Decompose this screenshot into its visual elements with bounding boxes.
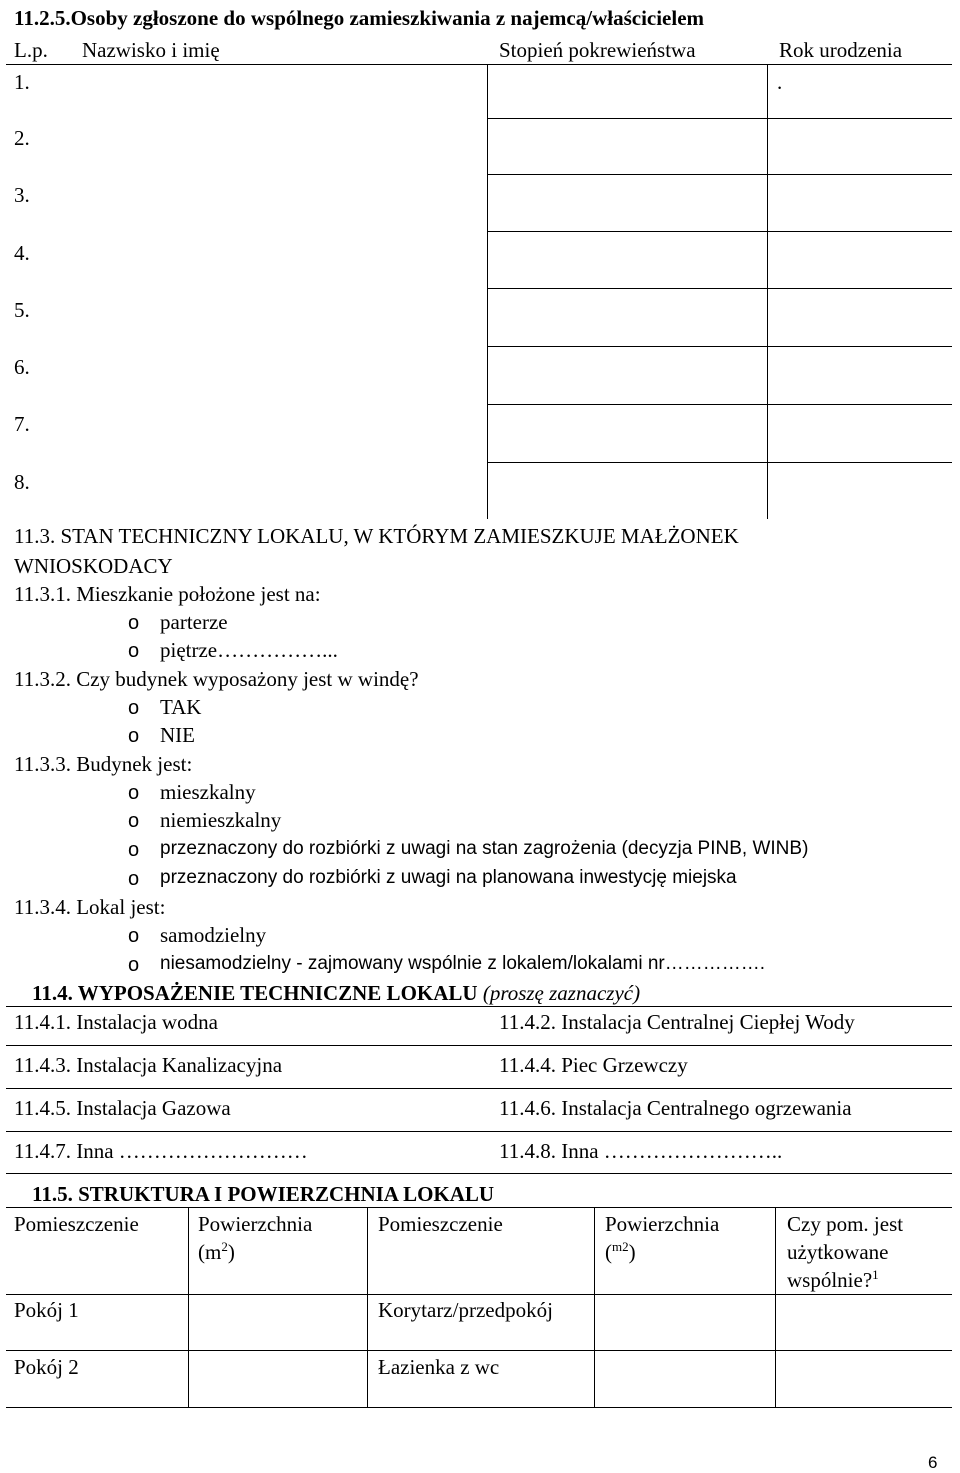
column-header-area-2: Powierzchnia	[605, 1212, 720, 1236]
column-header-room: Pomieszczenie	[14, 1212, 139, 1236]
table-rule	[6, 1045, 952, 1046]
column-header-area-unit-2	[605, 1239, 636, 1264]
table-cell-room: Pokój 2	[14, 1355, 79, 1379]
section-heading-note: (proszę zaznaczyć)	[482, 981, 641, 1005]
column-header-lp: L.p.	[14, 38, 48, 62]
table-rule	[487, 288, 952, 289]
table-row-number: 4.	[14, 241, 30, 265]
table-rule	[487, 404, 952, 405]
checkbox-bullet-icon[interactable]: o	[128, 810, 140, 832]
option-label: NIE	[160, 723, 195, 747]
section-heading-11-2-5: 11.2.5.Osoby zgłoszone do wspólnego zamieszkiwania z najemcą/właścicielem	[14, 6, 705, 30]
table-row-number: 2.	[14, 126, 30, 150]
area-unit-text: (	[605, 1240, 612, 1264]
equipment-item: 11.4.7. Inna ………………………	[14, 1139, 308, 1163]
table-column-divider	[188, 1207, 189, 1407]
option-label: mieszkalny	[160, 780, 256, 804]
column-header-area: Powierzchnia	[198, 1212, 313, 1236]
option-label: przeznaczony do rozbiórki z uwagi na stan zagrożenia (decyzja PINB, WINB)	[160, 838, 809, 859]
table-row-number: 1.	[14, 70, 30, 94]
area-unit-close: )	[227, 1240, 235, 1264]
checkbox-bullet-icon[interactable]: o	[128, 868, 140, 890]
option-label: niemieszkalny	[160, 808, 282, 832]
table-cell-room: Korytarz/przedpokój	[378, 1298, 553, 1322]
option-label: parterze	[160, 610, 228, 634]
option-label: przeznaczony do rozbiórki z uwagi na planowana inwestycję miejska	[160, 867, 737, 888]
table-rule	[487, 231, 952, 232]
option-label: niesamodzielny - zajmowany wspólnie z lokalem/lokalami nr…………….	[160, 953, 766, 974]
column-header-shared-line3	[787, 1267, 879, 1292]
footnote-ref: 1	[872, 1267, 879, 1282]
equipment-item: 11.4.8. Inna ……………………..	[499, 1139, 783, 1163]
section-heading-11-3-cont: WNIOSKODACY	[14, 554, 173, 578]
equipment-item: 11.4.4. Piec Grzewczy	[499, 1053, 688, 1077]
question-label: 11.3.2. Czy budynek wyposażony jest w windę?	[14, 667, 419, 691]
table-column-divider	[775, 1207, 776, 1407]
table-row-number: 7.	[14, 412, 30, 436]
checkbox-bullet-icon[interactable]: o	[128, 954, 140, 976]
option-label: piętrze……………...	[160, 638, 338, 662]
checkbox-bullet-icon[interactable]: o	[128, 925, 140, 947]
column-header-shared: Czy pom. jest	[787, 1212, 904, 1236]
table-row-number: 6.	[14, 355, 30, 379]
table-cell-room: Łazienka z wc	[378, 1355, 500, 1379]
table-rule	[6, 1131, 952, 1132]
column-header-shared-line2: użytkowane	[787, 1240, 889, 1264]
option-label: TAK	[160, 695, 202, 719]
question-label: 11.3.3. Budynek jest:	[14, 752, 193, 776]
section-heading-11-5: 11.5. STRUKTURA I POWIERZCHNIA LOKALU	[32, 1182, 495, 1206]
area-unit-text: (m	[198, 1240, 222, 1264]
section-heading-11-3: 11.3. STAN TECHNICZNY LOKALU, W KTÓRYM ZAMIESZKUJE MAŁŻONEK	[14, 524, 739, 548]
table-rule	[487, 174, 952, 175]
table-rule	[487, 462, 952, 463]
area-unit-sup: m2	[612, 1239, 629, 1254]
equipment-item: 11.4.5. Instalacja Gazowa	[14, 1096, 231, 1120]
table-rule	[6, 64, 952, 65]
table-rule	[6, 1407, 952, 1408]
checkbox-bullet-icon[interactable]: o	[128, 782, 140, 804]
table-column-divider	[487, 64, 488, 519]
page-number: 6	[928, 1453, 938, 1472]
table-column-divider	[367, 1207, 368, 1407]
table-rule	[6, 1173, 952, 1174]
table-rule	[6, 1294, 952, 1295]
area-unit-sup: 2	[221, 1239, 228, 1254]
option-label: samodzielny	[160, 923, 267, 947]
section-heading-11-4	[32, 983, 640, 1004]
area-unit-close: )	[628, 1240, 636, 1264]
column-header-room-2: Pomieszczenie	[378, 1212, 503, 1236]
equipment-item: 11.4.6. Instalacja Centralnego ogrzewania	[499, 1096, 852, 1120]
table-row-number: 5.	[14, 298, 30, 322]
checkbox-bullet-icon[interactable]: o	[128, 839, 140, 861]
question-label: 11.3.1. Mieszkanie położone jest na:	[14, 582, 321, 606]
table-cell-room: Pokój 1	[14, 1298, 79, 1322]
shared-question-text: wspólnie?	[787, 1268, 873, 1292]
table-column-divider	[594, 1207, 595, 1407]
checkbox-bullet-icon[interactable]: o	[128, 725, 140, 747]
equipment-item: 11.4.1. Instalacja wodna	[14, 1010, 218, 1034]
equipment-item: 11.4.3. Instalacja Kanalizacyjna	[14, 1053, 283, 1077]
table-row-number: 3.	[14, 183, 30, 207]
table-rule	[6, 1350, 952, 1351]
equipment-item: 11.4.2. Instalacja Centralnej Ciepłej Wody	[499, 1010, 855, 1034]
table-rule	[487, 118, 952, 119]
column-header-birth-year: Rok urodzenia	[779, 38, 903, 62]
checkbox-bullet-icon[interactable]: o	[128, 640, 140, 662]
section-heading-11-4-text: 11.4. WYPOSAŻENIE TECHNICZNE LOKALU	[32, 981, 478, 1005]
checkbox-bullet-icon[interactable]: o	[128, 612, 140, 634]
column-header-area-unit	[198, 1239, 235, 1264]
column-header-relationship: Stopień pokrewieństwa	[499, 38, 696, 62]
table-row-number: 8.	[14, 470, 30, 494]
column-header-name: Nazwisko i imię	[82, 38, 220, 62]
table-rule	[6, 1088, 952, 1089]
question-label: 11.3.4. Lokal jest:	[14, 895, 166, 919]
checkbox-bullet-icon[interactable]: o	[128, 697, 140, 719]
table-column-divider	[767, 64, 768, 519]
table-rule	[6, 1006, 952, 1007]
table-rule	[6, 1207, 952, 1208]
table-cell-year: .	[777, 70, 783, 94]
table-rule	[487, 346, 952, 347]
